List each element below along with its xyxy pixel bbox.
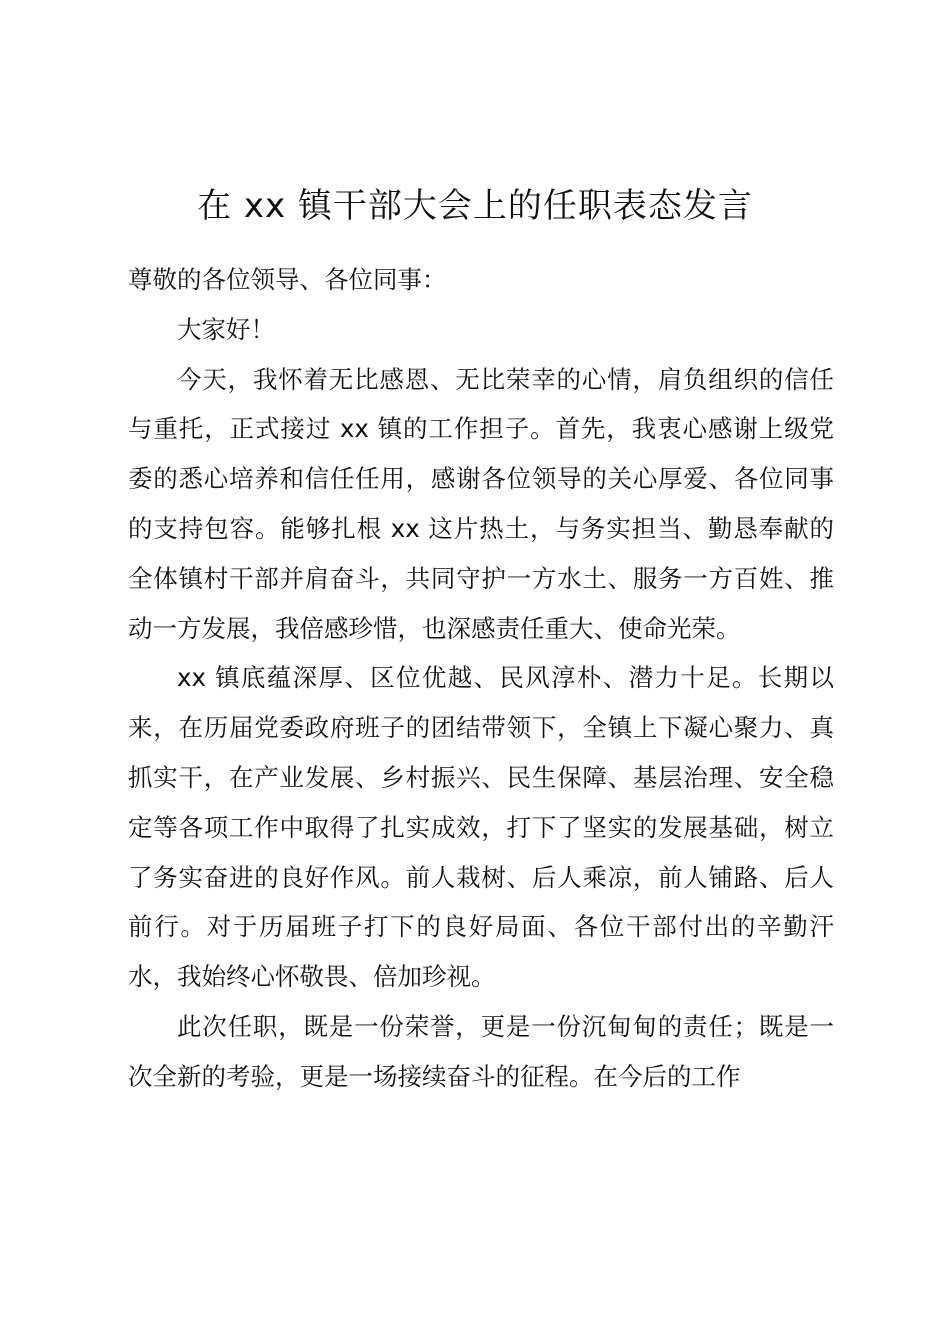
document-body — [128, 255, 834, 1102]
paragraph-3: 此次任职，既是一份荣誉，更是一份沉甸甸的责任；既是一次全新的考验，更是一场接续奋斗的征程。在今后的工作 — [128, 1011, 834, 1091]
paragraph-2: xx 镇底蕴深厚、区位优越、民风淳朴、潜力十足。长期以来，在历届党委政府班子的团结带领下，全镇上下凝心聚力、真抓实干，在产业发展、乡村振兴、民生保障、基层治理、安全稳定等各项工作中取得了扎实成效，打下了坚实的发展基础，树立了务实奋进的良好作风。前人栽树、后人乘凉，前人铺路、后人前行。对于历届班子打下的良好局面、各位干部付出的辛勤汗水，我始终心怀敬畏、倍加珍视。 — [128, 663, 834, 992]
greeting: 大家好！ — [177, 314, 275, 344]
salutation: 尊敬的各位领导、各位同事： — [128, 265, 447, 294]
paragraph-1: 今天，我怀着无比感恩、无比荣幸的心情，肩负组织的信任与重托，正式接过 xx 镇的工作担子。首先，我衷心感谢上级党委的悉心培养和信任任用，感谢各位领导的关心厚爱、各位同事的支持包容。能够扎根 xx 这片热土，与务实担当、勤恳奉献的全体镇村干部并肩奋斗，共同守护一方水土、服务一方百姓、推动一方发展，我倍感珍惜，也深感责任重大、使命光荣。 — [128, 364, 834, 643]
document-title: 在 xx 镇干部大会上的任职表态发言 — [197, 186, 753, 226]
